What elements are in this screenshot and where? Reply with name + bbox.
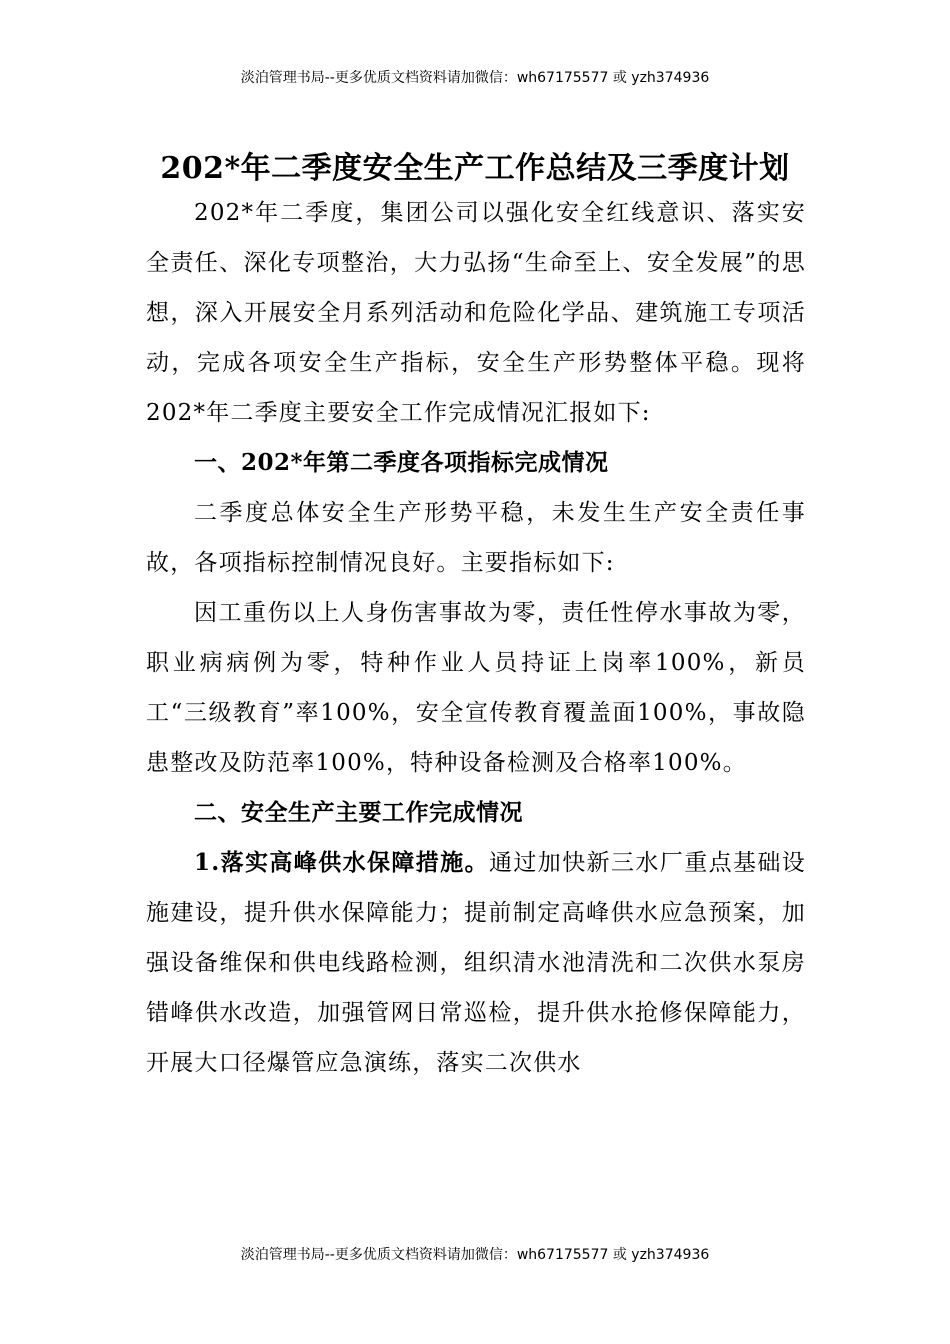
footer-watermark: 淡泊管理书局--更多优质文档资料请加微信：wh67175577 或 yzh374936 (240, 1247, 710, 1263)
section-2-item-1 (146, 838, 806, 1088)
section-1-paragraph-1: 二季度总体安全生产形势平稳，未发生生产安全责任事故，各项指标控制情况良好。主要指标如下: (146, 500, 806, 576)
section-2-heading: 二、安全生产主要工作完成情况 (194, 799, 523, 826)
document-title: 202*年二季度安全生产工作总结及三季度计划 (160, 151, 790, 187)
document-body (146, 188, 806, 1088)
header-watermark: 淡泊管理书局--更多优质文档资料请加微信：wh67175577 或 yzh374936 (240, 70, 710, 86)
section-1-heading: 一、202*年第二季度各项指标完成情况 (194, 449, 609, 476)
section-1-paragraph-2: 因工重伤以上人身伤害事故为零，责任性停水事故为零，职业病病例为零，特种作业人员持证上岗率100%，新员工“三级教育”率100%，安全宣传教育覆盖面100%，事故隐患整改及防范率100%，特种设备检测及合格率100%。 (146, 600, 806, 776)
section-2-item-1-text: 通过加快新三水厂重点基础设施建设，提升供水保障能力；提前制定高峰供水应急预案，加强设备维保和供电线路检测，组织清水池清洗和二次供水泵房错峰供水改造，加强管网日常巡检，提升供水抢修保障能力，开展大口径爆管应急演练，落实二次供水 (146, 850, 806, 1076)
intro-paragraph: 202*年二季度，集团公司以强化安全红线意识、落实安全责任、深化专项整治，大力弘扬“生命至上、安全发展”的思想，深入开展安全月系列活动和危险化学品、建筑施工专项活动，完成各项安全生产指标，安全生产形势整体平稳。现将202*年二季度主要安全工作完成情况汇报如下: (146, 200, 806, 426)
section-2-item-1-lead: 1.落实高峰供水保障措施。 (194, 849, 489, 876)
